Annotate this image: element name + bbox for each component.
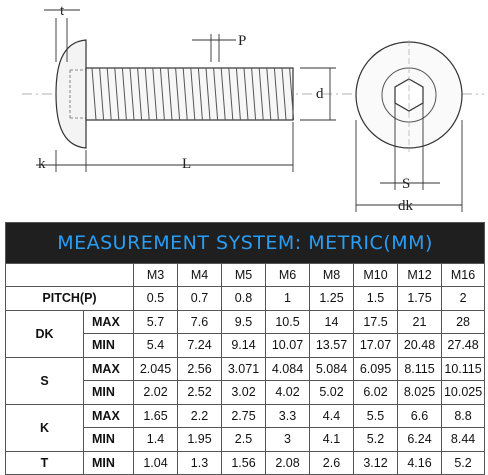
table-cell: 1.3 xyxy=(178,451,222,475)
table-row-s-max xyxy=(6,357,485,381)
table-cell: 7.6 xyxy=(178,310,222,334)
table-cell: 4.16 xyxy=(398,451,442,475)
param-label-pitch: PITCH(P) xyxy=(6,287,134,311)
table-cell: 1.04 xyxy=(134,451,178,475)
table-row-dk-max xyxy=(6,310,485,334)
param-label-t: T xyxy=(6,451,84,475)
size-header-cell: M8 xyxy=(310,264,354,287)
sub-label-max: MAX xyxy=(84,310,134,334)
table-cell: 0.5 xyxy=(134,287,178,311)
table-cell: 10.07 xyxy=(266,334,310,358)
table-cell: 5.4 xyxy=(134,334,178,358)
table-title: MEASUREMENT SYSTEM: METRIC(MM) xyxy=(6,223,485,264)
table-row-k-max xyxy=(6,404,485,428)
table-cell: 9.14 xyxy=(222,334,266,358)
table-cell: 13.57 xyxy=(310,334,354,358)
table-cell: 3.3 xyxy=(266,404,310,428)
table-cell: 0.8 xyxy=(222,287,266,311)
table-cell: 5.2 xyxy=(442,451,485,475)
table-cell: 5.7 xyxy=(134,310,178,334)
table-cell: 14 xyxy=(310,310,354,334)
table-cell: 2.5 xyxy=(222,428,266,452)
table-cell: 8.44 xyxy=(442,428,485,452)
size-header-cell: M16 xyxy=(442,264,485,287)
table-cell: 5.2 xyxy=(354,428,398,452)
size-header-cell: M3 xyxy=(134,264,178,287)
sub-label-min: MIN xyxy=(84,428,134,452)
table-cell: 3.12 xyxy=(354,451,398,475)
table-cell: 1.25 xyxy=(310,287,354,311)
table-cell: 10.5 xyxy=(266,310,310,334)
table-cell: 6.6 xyxy=(398,404,442,428)
table-cell: 8.025 xyxy=(398,381,442,405)
table-cell: 1.75 xyxy=(398,287,442,311)
dim-label-p: P xyxy=(238,33,247,49)
screw-technical-drawing xyxy=(0,0,488,222)
table-cell: 2 xyxy=(442,287,485,311)
table-cell: 1.4 xyxy=(134,428,178,452)
size-header-cell: M10 xyxy=(354,264,398,287)
table-cell: 0.7 xyxy=(178,287,222,311)
table-cell: 1 xyxy=(266,287,310,311)
size-header-cell: M6 xyxy=(266,264,310,287)
table-cell: 4.1 xyxy=(310,428,354,452)
size-header-cell: M4 xyxy=(178,264,222,287)
table-cell: 8.115 xyxy=(398,357,442,381)
table-cell: 10.025 xyxy=(442,381,485,405)
table-cell: 6.02 xyxy=(354,381,398,405)
table-cell: 17.07 xyxy=(354,334,398,358)
table-cell: 27.48 xyxy=(442,334,485,358)
table-cell: 17.5 xyxy=(354,310,398,334)
table-cell: 2.56 xyxy=(178,357,222,381)
header-blank-cell xyxy=(6,264,134,287)
param-label-k: K xyxy=(6,404,84,451)
table-cell: 10.115 xyxy=(442,357,485,381)
table-cell: 2.75 xyxy=(222,404,266,428)
param-label-dk: DK xyxy=(6,310,84,357)
dim-label-l: L xyxy=(182,156,192,172)
table-cell: 2.2 xyxy=(178,404,222,428)
dim-label-s: S xyxy=(402,176,411,192)
table-cell: 5.5 xyxy=(354,404,398,428)
table-cell: 2.6 xyxy=(310,451,354,475)
dim-label-t: t xyxy=(60,3,65,19)
table-cell: 2.02 xyxy=(134,381,178,405)
table-row-pitch xyxy=(6,287,485,311)
table-cell: 9.5 xyxy=(222,310,266,334)
sub-label-max: MAX xyxy=(84,404,134,428)
table-cell: 8.8 xyxy=(442,404,485,428)
param-label-s: S xyxy=(6,357,84,404)
table-cell: 5.084 xyxy=(310,357,354,381)
table-cell: 20.48 xyxy=(398,334,442,358)
dim-label-dk: dk xyxy=(398,198,413,214)
sub-label-min: MIN xyxy=(84,381,134,405)
table-cell: 4.084 xyxy=(266,357,310,381)
table-cell: 1.95 xyxy=(178,428,222,452)
table-cell: 2.08 xyxy=(266,451,310,475)
table-cell: 3 xyxy=(266,428,310,452)
table-cell: 5.02 xyxy=(310,381,354,405)
table-cell: 4.02 xyxy=(266,381,310,405)
table-cell: 6.095 xyxy=(354,357,398,381)
table-cell: 2.52 xyxy=(178,381,222,405)
table-row-t-min xyxy=(6,451,485,475)
table-cell: 3.071 xyxy=(222,357,266,381)
table-cell: 28 xyxy=(442,310,485,334)
table-cell: 6.24 xyxy=(398,428,442,452)
sub-label-min: MIN xyxy=(84,451,134,475)
table-cell: 1.5 xyxy=(354,287,398,311)
size-header-cell: M12 xyxy=(398,264,442,287)
size-header-cell: M5 xyxy=(222,264,266,287)
sub-label-max: MAX xyxy=(84,357,134,381)
dim-label-k: k xyxy=(38,156,46,172)
table-cell: 1.65 xyxy=(134,404,178,428)
table-cell: 1.56 xyxy=(222,451,266,475)
size-header-row xyxy=(6,264,485,287)
metric-spec-table xyxy=(5,222,485,475)
dim-label-d: d xyxy=(316,86,324,102)
table-cell: 7.24 xyxy=(178,334,222,358)
table-cell: 2.045 xyxy=(134,357,178,381)
sub-label-min: MIN xyxy=(84,334,134,358)
table-cell: 21 xyxy=(398,310,442,334)
table-cell: 3.02 xyxy=(222,381,266,405)
table-cell: 4.4 xyxy=(310,404,354,428)
screw-head xyxy=(56,40,86,148)
